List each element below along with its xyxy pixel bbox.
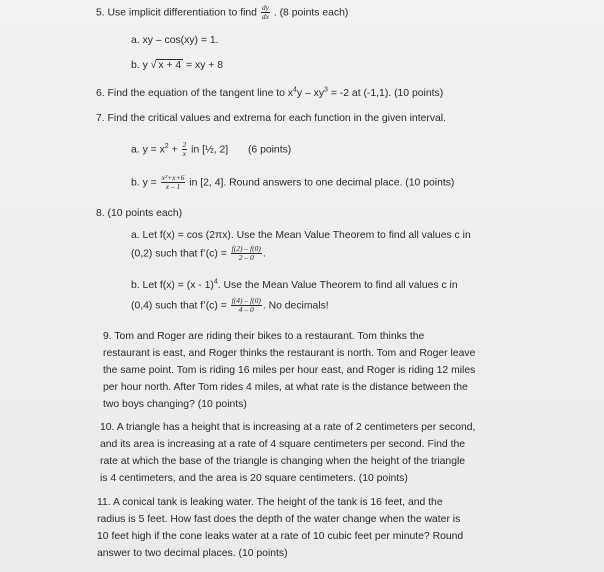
square-root: √ x + 4 [150, 60, 182, 71]
q7b-text: in [2, 4]. Round answers to one decimal place. (10 points) [189, 177, 455, 189]
q6-text-a: 6. Find the equation of the tangent line to x [96, 88, 293, 99]
question-9-line5 [103, 398, 247, 411]
q7-text: 7. Find the critical values and extrema for each function in the given interval. [96, 113, 447, 124]
q7a-fraction [182, 141, 188, 158]
q7b-denominator: x – 1 [165, 182, 181, 191]
q8b-denominator: 4 – 0 [238, 305, 254, 314]
q5a-text: xy – cos(xy) = 1. [142, 35, 219, 46]
question-8a-line1 [131, 229, 471, 242]
question-5a [131, 34, 219, 47]
q8a-denominator: 2 – 0 [238, 253, 254, 262]
question-10-line2 [100, 438, 465, 451]
question-9-line2 [103, 347, 475, 360]
question-7b [131, 174, 454, 191]
q8a-line2-post: . [262, 248, 266, 260]
q7a-numerator: 2 [182, 140, 187, 149]
q7b-numerator: x²+x+6 [161, 173, 185, 182]
q7b-fraction [161, 174, 186, 191]
q9-l5: two boys changing? (10 points) [103, 399, 247, 410]
question-7 [96, 112, 446, 125]
question-5-heading [96, 4, 348, 21]
question-11-line3 [97, 530, 463, 543]
q5-points: . (8 points each) [273, 7, 349, 19]
q11-l3: 10 feet high if the cone leaks water at a rate of 10 cubic feet per minute? Round [97, 531, 464, 542]
q9-l4: per hour north. After Tom rides 4 miles, at what rate is the distance between the [103, 382, 468, 393]
q8b-numerator: f(4) – f(0) [231, 296, 261, 305]
question-10-line1 [100, 421, 475, 434]
q8b-exponent: 4 [213, 278, 218, 286]
question-6 [96, 87, 443, 100]
q7a-label: a. [131, 144, 140, 156]
q10-l2: and its area is increasing at a rate of 4 square centimeters per second. Find the [100, 439, 466, 450]
q9-l2: restaurant is east, and Roger thinks the restaurant is north. Tom and Roger leave [103, 348, 476, 359]
q7a-y-eq: y = x [142, 144, 165, 156]
q6-exponent-3: 3 [324, 86, 328, 94]
q6-text-b: y – xy [296, 88, 325, 99]
question-7a [131, 141, 291, 158]
q8b-line1-post: . Use the Mean Value Theorem to find all values c in [217, 280, 458, 291]
q8b-fraction [231, 297, 262, 314]
q8-heading: 8. (10 points each) [96, 208, 183, 219]
q5b-label: b. [131, 60, 140, 71]
q11-l4: answer to two decimal places. (10 points) [97, 548, 288, 559]
question-11-line1 [97, 496, 443, 509]
q7a-denominator: x [182, 149, 187, 158]
q7b-label: b. [131, 177, 140, 189]
dx-denominator: dx [261, 12, 269, 21]
question-11-line2 [97, 513, 460, 526]
q6-text-c: = -2 at (-1,1). (10 points) [327, 88, 444, 99]
q8a-numerator: f(2) – f(0) [231, 244, 261, 253]
question-8-heading [96, 207, 182, 220]
question-8a-line2 [131, 245, 266, 262]
q9-l1: 9. Tom and Roger are riding their bikes to a restaurant. Tom thinks the [103, 331, 425, 342]
question-10-line3 [100, 455, 465, 468]
q11-l2: radius is 5 feet. How fast does the depth of the water change when the water is [97, 514, 461, 525]
q10-l3: rate at which the base of the triangle is changing when the height of the triangle [100, 456, 466, 467]
q5a-label: a. [131, 35, 140, 46]
question-9-line3 [103, 364, 475, 377]
question-10-line4 [100, 472, 408, 485]
q8a-line2-pre: (0,2) such that f’(c) = [131, 248, 227, 260]
q7b-y-eq: y = [142, 177, 157, 189]
q5b-y: y [142, 60, 148, 71]
q9-l3: the same point. Tom is riding 16 miles per hour east, and Roger is riding 12 miles [103, 365, 476, 376]
question-5b [131, 59, 223, 72]
q7a-interval: in [½, 2] [188, 144, 229, 156]
q8a-line1: a. Let f(x) = cos (2πx). Use the Mean Value Theorem to find all values c in [131, 230, 471, 241]
q10-l1: 10. A triangle has a height that is increasing at a rate of 2 centimeters per second, [100, 422, 476, 433]
question-8b-line1 [131, 279, 458, 292]
q5b-rhs: = xy + 8 [186, 60, 224, 71]
q5b-radicand: x + 4 [158, 60, 182, 71]
question-9-line1 [103, 330, 424, 343]
q8a-fraction [231, 245, 262, 262]
q10-l4: is 4 centimeters, and the area is 20 square centimeters. (10 points) [100, 473, 408, 484]
q8b-line2-post: . No decimals! [262, 300, 329, 312]
q7a-plus: + [168, 144, 181, 156]
q5-prefix: 5. Use implicit differentiation to find [96, 7, 257, 19]
dy-numerator: dy [261, 3, 269, 12]
q7a-points: (6 points) [247, 144, 292, 156]
question-9-line4 [103, 381, 468, 394]
q11-l1: 11. A conical tank is leaking water. The height of the tank is 16 feet, and the [97, 497, 443, 508]
q7a-exponent: 2 [164, 142, 169, 150]
question-8b-line2 [131, 297, 329, 314]
question-11-line4 [97, 547, 288, 560]
q8b-line2-pre: (0,4) such that f’(c) = [131, 300, 227, 312]
dy-dx-fraction [261, 4, 270, 21]
q6-exponent-4: 4 [293, 86, 297, 94]
q8b-line1-pre: b. Let f(x) = (x - 1) [131, 280, 214, 291]
